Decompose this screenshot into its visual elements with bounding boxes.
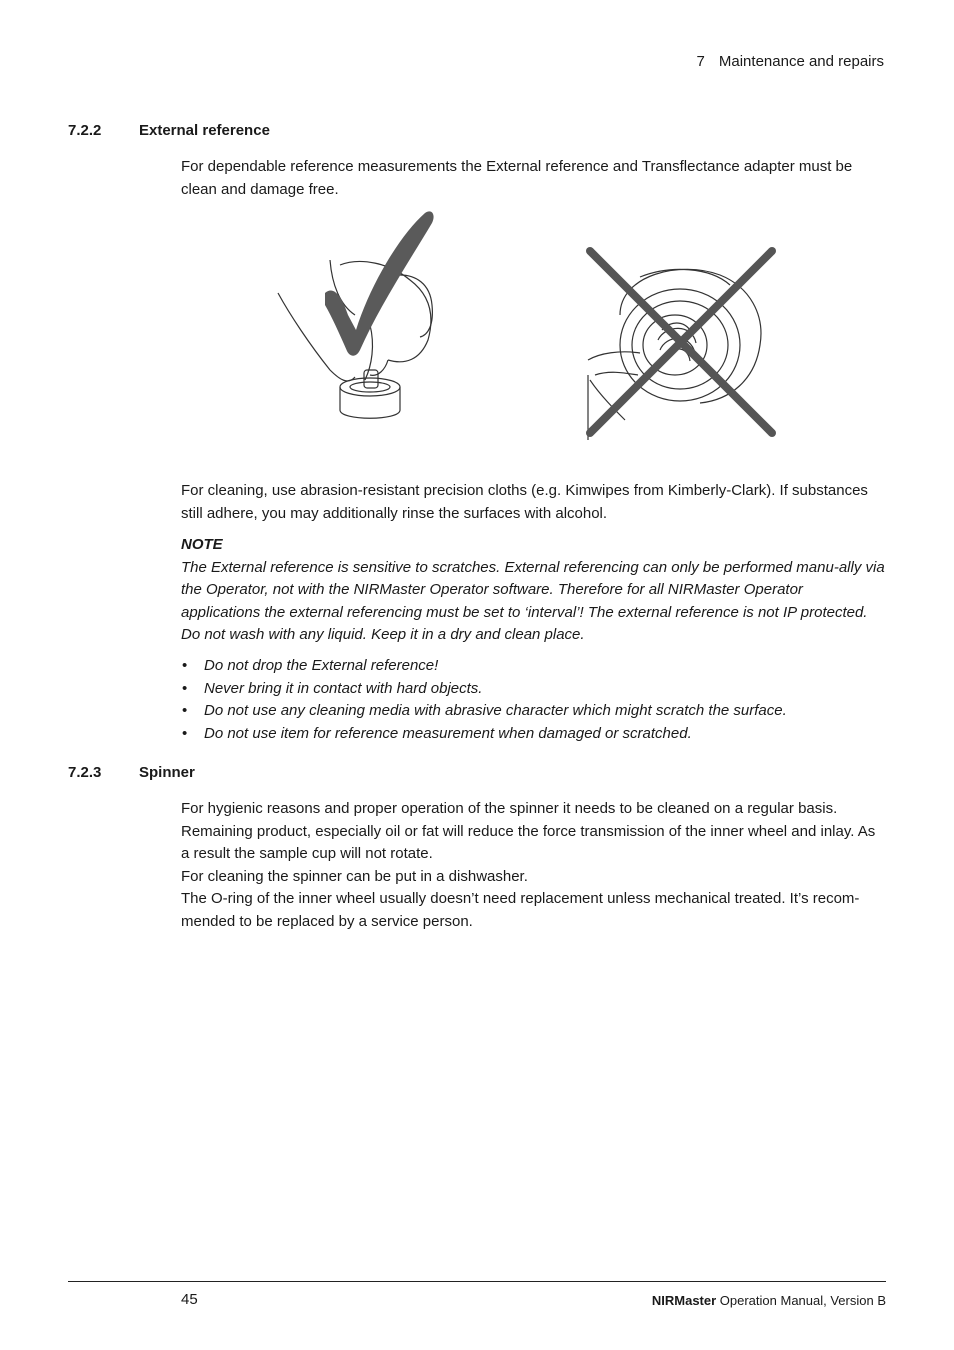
cleaning-illustration — [270, 205, 790, 450]
intro-text: For dependable reference measurements the External reference and Transflectance adapter must be clean and damage free. — [181, 158, 853, 198]
section-title: External reference — [139, 122, 270, 139]
footer-divider — [68, 1281, 886, 1282]
note-block — [181, 534, 886, 647]
spinner-text-1: For hygienic reasons and proper operation of the spinner it needs to be cleaned on a regular basis. Remaining product, especially oil or fat will reduce the force transmission of the inner wheel and inlay. As a result the sample cup will not rotate. — [181, 800, 876, 862]
spinner-paragraph — [181, 798, 886, 933]
section-number: 7.2.3 — [68, 764, 102, 781]
product-name: NIRMaster — [651, 1293, 717, 1308]
illustration-svg — [270, 205, 790, 450]
cleaning-text: For cleaning, use abrasion-resistant precision cloths (e.g. Kimwipes from Kimberly-Clark). If substances still adhere, you may additionally rinse the surfaces with alcohol. — [181, 482, 868, 522]
list-item: • Do not use any cleaning media with abrasive character which might scratch the surface. — [181, 700, 886, 723]
spinner-text-3: The O-ring of the inner wheel usually doesn’t need replacement unless mechanical treated. It’s recom-mended to be replaced by a service person. — [181, 890, 860, 930]
chapter-title: Maintenance and repairs — [718, 53, 884, 70]
page-number: 45 — [181, 1291, 198, 1308]
cleaning-paragraph — [181, 480, 886, 525]
cross-icon — [590, 251, 772, 433]
running-header — [697, 53, 884, 70]
section-title: Spinner — [139, 764, 195, 781]
spinner-text-2: For cleaning the spinner can be put in a dishwasher. — [181, 867, 528, 885]
section-number: 7.2.2 — [68, 122, 102, 139]
note-text: The External reference is sensitive to scratches. External referencing can only be performed manu-ally via the Operator, not with the NIRMaster Operator software. Therefore for all NIRMaster Operator applications the external referencing must be set to ‘interval’! The external reference is not IP protected. Do not wash with any liquid. Keep it in a dry and clean place. — [181, 558, 885, 643]
intro-paragraph — [181, 156, 886, 201]
footer-doc-title — [652, 1293, 886, 1308]
list-item: • Never bring it in contact with hard objects. — [181, 678, 886, 701]
note-label: NOTE — [181, 536, 223, 553]
list-item: • Do not drop the External reference! — [181, 655, 886, 678]
list-item: • Do not use item for reference measurement when damaged or scratched. — [181, 723, 886, 746]
checkmark-icon — [325, 211, 434, 355]
warning-list — [181, 655, 886, 746]
chapter-number: 7 — [696, 53, 705, 70]
doc-title: Operation Manual, Version B — [716, 1293, 886, 1308]
